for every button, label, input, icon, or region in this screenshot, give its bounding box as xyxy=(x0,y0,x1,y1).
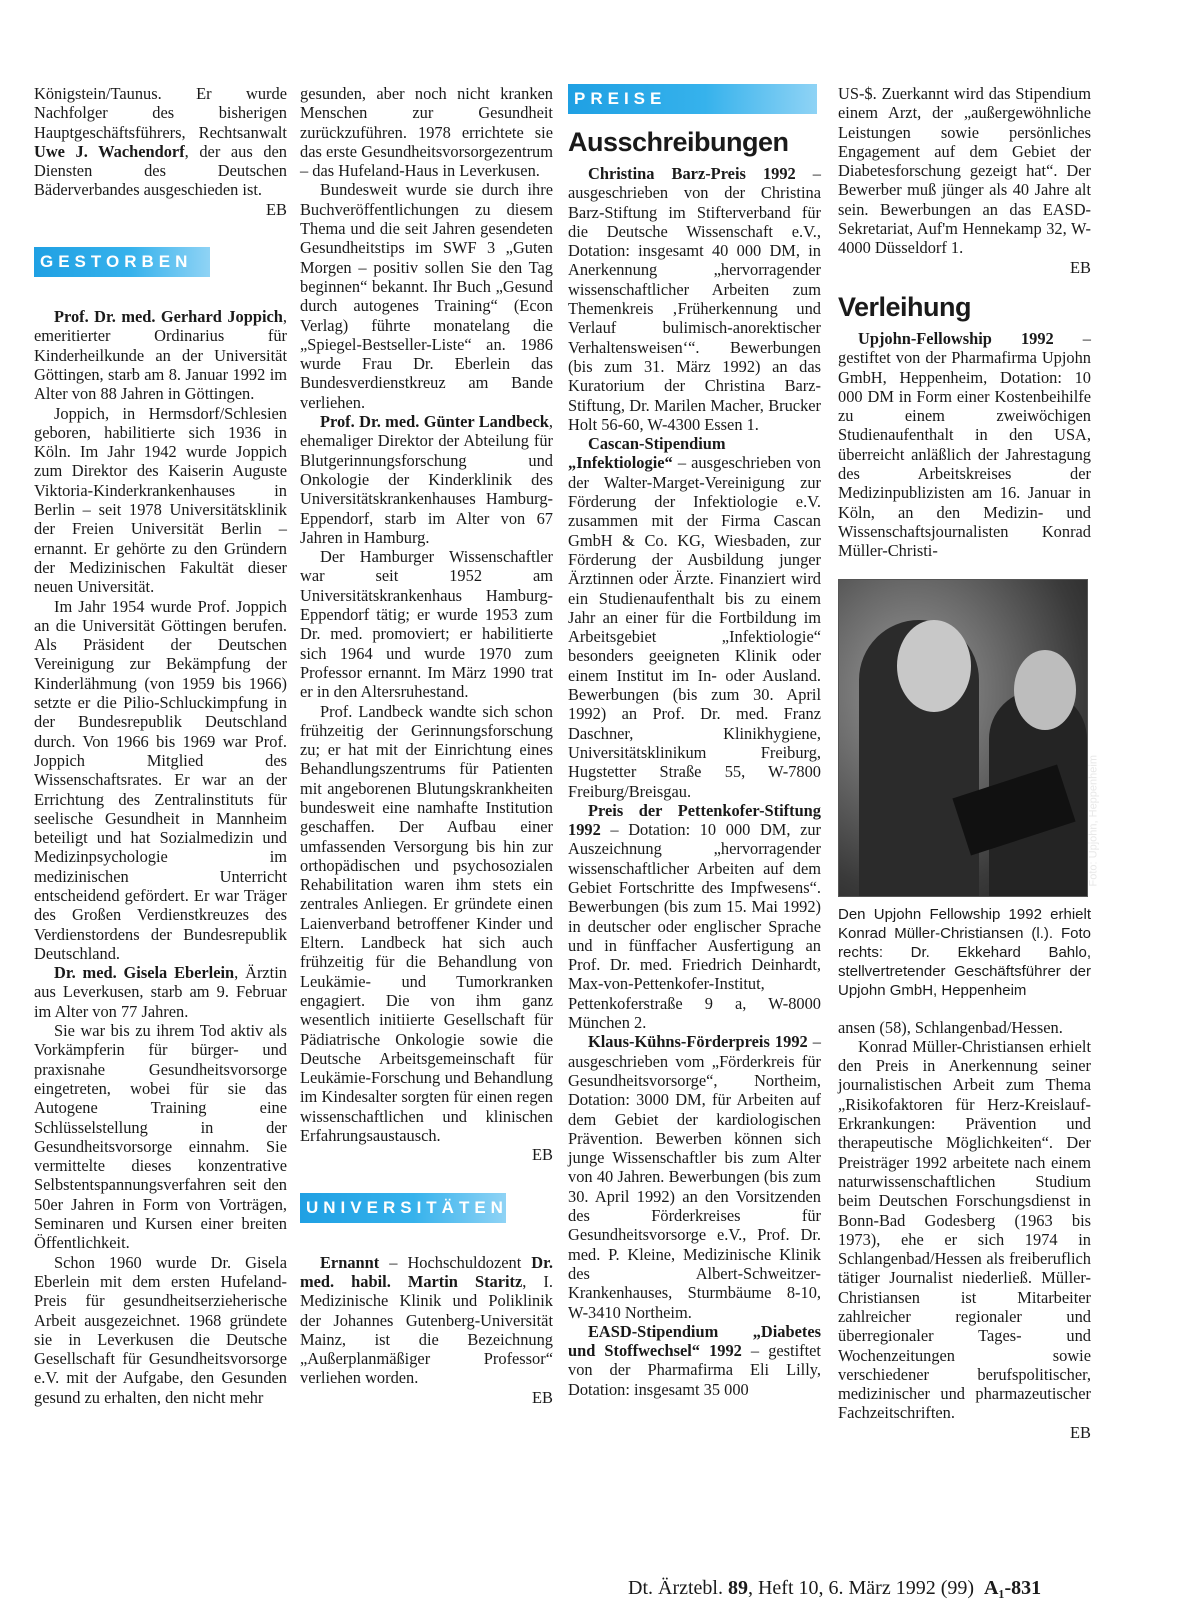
signature: EB xyxy=(532,1145,553,1165)
text: , Ärztin aus Leverkusen, starb am 9. Februar im Alter von 77 Jahren. xyxy=(34,963,287,1021)
page-number: A₁-831 xyxy=(984,1577,1042,1599)
page-footer xyxy=(628,1577,1041,1600)
text: – Dotation: 10 000 DM, zur Auszeichnung „hervorragender wissenschaftlicher Arbeiten auf dem Gebiet Fortschritte des Impfwesens“. Bewerbungen (bis zum 15. Mai 1992) in deutscher oder englischer Sprache und in fünffacher Ausfertigung an Prof. Dr. med. Friedrich Deinhardt, Max-von-Pettenkofer-Institut, Pettenkoferstraße 9 a, W-8000 München 2. xyxy=(568,820,821,1033)
section-banner-preise: PREISE xyxy=(568,84,817,114)
label: Ernannt xyxy=(320,1252,380,1272)
text: US-$. Zuerkannt wird das Stipendium einem Arzt, der „außergewöhnliche Leistungen sowie persönliches Engagement auf dem Gebiet der Diabetesforschung gezeigt hat“. Der Bewerber muß jünger als 40 Jahre alt sein. Bewerbungen an das EASD-Sekretariat, Auf'm Hennekamp 32, W-4000 Düsseldorf 1. xyxy=(838,84,1091,258)
text: , ehemaliger Direktor der Abteilung für Blutgerinnungsforschung und Onkologie der Kinderklinik des Universitätskrankenhauses Hamburg-Eppendorf, starb im Alter von 67 Jahren in Hamburg. xyxy=(300,412,553,547)
journal-name: Dt. Ärztebl. xyxy=(628,1577,728,1599)
paragraph: Der Hamburger Wissenschaftler war seit 1952 am Universitätskrankenhaus Hamburg-Eppendorf tätig; er wurde 1953 zum Dr. med. promoviert; er habilitierte sich 1964 und wurde 1970 zum Professor ernannt. Im März 1990 trat er in den Altersruhestand. xyxy=(300,547,553,702)
prize-name: EASD-Stipendium „Diabetes und Stoffwechsel“ 1992 xyxy=(568,1321,821,1361)
text: – gestiftet von der Pharmafirma Upjohn GmbH, Heppenheim, Dotation: 10 000 DM in Form einer Kostenbeihilfe zu einem zweiwöchigen Studienaufenthalt in den USA, überreicht anläßlich der Jahrestagung des Arbeitskreises der Medizinpublizisten am 16. Januar in Köln, an den Medizin- und Wissenschaftsjournalisten Konrad Müller-Christi- xyxy=(838,328,1091,561)
signature: EB xyxy=(1070,1422,1091,1442)
paragraph: Sie war bis zu ihrem Tod aktiv als Vorkämpferin für bürger- und praxisnahe Gesundheitsvorsorge eingetreten, wobei für sie das Autogene Training eine Schlüsselstellung in der Gesundheitsvorsorge einnahm. Sie vermittelte dieses konzentrative Selbstentspannungsverfahren seit den 50er Jahren in Form von Vorträgen, Seminaren und Kursen einer breiten Öffentlichkeit. xyxy=(34,1021,287,1253)
paragraph: Im Jahr 1954 wurde Prof. Joppich an die Universität Göttingen berufen. Als Präsident der Deutschen Vereinigung zur Bekämpfung der Kinderlähmung (von 1959 bis 1966) setzte er die Pilio-Schluckimpfung in der Bundesrepublik Deutschland durch. Von 1966 bis 1969 war Prof. Joppich Mitglied des Wissenschaftsrates. Er war an der Errichtung des Zentralinstituts für seelische Gesundheit in Mannheim beteiligt und hat Sozialmedizin und Medizinpsychologie im medizinischen Unterricht entscheidend gefördert. Er war Träger des Großen Verdienstkreuzes des Verdienstordens der Bundesrepublik Deutschland. xyxy=(34,596,287,963)
paragraph: Bundesweit wurde sie durch ihre Buchveröffentlichungen zu diesem Thema und die seit Jahren gesendeten Gesundheitstips im SWF 3 „Guten Morgen – positiv sollen Sie den Tag beginnen“ bekannt. Ihr Buch „Gesund durch autogenes Training“ (Econ Verlag) führte monatelang die „Spiegel-Bestseller-Liste“ an. 1986 wurde Frau Dr. Eberlein das Bundesverdienstkreuz am Bande verliehen. xyxy=(300,180,553,412)
prize-name: Upjohn-Fellowship 1992 xyxy=(858,328,1054,348)
paragraph: Schon 1960 wurde Dr. Gisela Eberlein mit dem ersten Hufeland-Preis für gesundheitserzieherische Arbeit ausgezeichnet. 1968 gründete sie in Leverkusen die Deutsche Gesellschaft für Gesundheitsvorsorge e.V. mit der Aufgabe, den Gesunden gesund zu erhalten, den nicht mehr xyxy=(34,1252,287,1407)
appointment-staritz xyxy=(300,1253,553,1407)
photo-caption: Den Upjohn Fellowship 1992 erhielt Konrad Müller-Christiansen (l.). Foto rechts: Dr. Ekkehard Bahlo, stellvertretender Geschäftsführer der Upjohn GmbH, Heppenheim xyxy=(838,905,1091,999)
signature: EB xyxy=(266,199,287,219)
prize-name: Cascan-Stipendium „Infektiologie“ xyxy=(568,434,726,473)
article-wachendorf xyxy=(34,84,287,219)
prize-kuehns xyxy=(568,1032,821,1321)
prize-name: Christina Barz-Preis 1992 xyxy=(588,164,796,183)
heading-verleihung: Verleihung xyxy=(838,291,972,322)
text: – Hochschuldozent xyxy=(379,1252,532,1272)
prize-name: Preis der Pettenkofer-Stiftung 1992 xyxy=(568,800,821,840)
text: – gestiftet von der Pharmafirma Eli Lilly, Dotation: insgesamt 35 000 xyxy=(568,1341,821,1399)
paragraph xyxy=(838,1037,1091,1442)
person-name: Uwe J. Wachendorf xyxy=(34,141,185,161)
award-photo xyxy=(838,579,1099,897)
text: – ausgeschrieben von der Walter-Marget-Vereinigung zur Förderung der Infektiologie e.V. zusammen mit der Firma Cascan GmbH & Co. KG, Wiesbaden, zur Förderung der Ausbildung junger Ärztinnen oder Ärzte. Finanziert wird ein Studienaufenthalt bis zu einem Jahr an einer für die Fortbildung im Arbeitsgebiet „Infektiologie“ besonders geeigneten Klinik oder einem Institut im In- oder Ausland. Bewerbungen (bis zum 30. April 1992) an Prof. Dr. med. Franz Daschner, Klinikhygiene, Universitätsklinikum Freiburg, Hugstetter Straße 55, W-7800 Freiburg/Breisgau. xyxy=(568,453,821,801)
heading-ausschreibungen: Ausschreibungen xyxy=(568,127,789,157)
paragraph: ansen (58), Schlangenbad/Hessen. xyxy=(838,1017,1063,1037)
issue: , Heft 10, 6. März 1992 (99) xyxy=(747,1577,975,1599)
person-name: Prof. Dr. med. Gerhard Joppich xyxy=(54,307,283,327)
text: Prof. Landbeck wandte sich schon frühzeitig der Gerinnungsforschung zu; er hat mit der Einrichtung eines Behandlungszentrums für Patienten mit angeborenen Blutungskrankheiten bundesweit eine namhafte Institution geschaffen. Der Aufbau einer umfassenden Versorgung bis hin zur orthopädischen und psychosozialen Rehabilitation waren ihm stets ein zentrales Anliegen. Er gründete einen Laienverband betroffener Kinder und Eltern. Landbeck hat sich auch frühzeitig für die Behandlung von Leukämie- und Tumorkranken engagiert. Die von ihm ganz wesentlich initiierte Gesellschaft für Pädiatrische Onkologie sowie die Deutsche Arbeitsgemeinschaft für Leukämie-Forschung und Behandlung im Kindesalter sorgten für einen regen wissenschaftlichen und klinischen Erfahrungsaustausch. xyxy=(300,701,553,1146)
text: – ausgeschrieben vom „Förderkreis für Gesundheitsvorsorge“, Northeim, Dotation: 3000 DM, für Arbeiten auf dem Gebiet der kardiologischen Prävention. Bewerben können sich junge Wissenschaftler bis zum Alter von 40 Jahren. Bewerbungen (bis zum 30. April 1992) an den Vorsitzenden des Förderkreises für Gesundheitsvorsorge e.V., Prof. Dr. med. P. Kleine, Medizinische Klinik des Albert-Schweitzer-Krankenhauses, Sturmbäume 8-10, W-3410 Northeim. xyxy=(568,1032,822,1322)
paragraph xyxy=(838,84,1091,277)
text: Konrad Müller-Christiansen erhielt den Preis in Anerkennung seiner journalistischen Arbeit zum Thema „Risikofaktoren für Herz-Kreislauf-Erkrankungen: Prävention und therapeutische Möglichkeiten“. Der Preisträger 1992 arbeitete nach einem naturwissenschaftlichen Studium beim Deutschen Forschungsdienst in Bonn-Bad Godesberg (1963 bis 1973), ehe er sich 1974 in Schlangenbad/Hessen als freiberuflich tätiger Journalist niederließ. Müller-Christiansen ist Mitarbeiter zahlreicher regionaler und überregionaler Tages- und Wochenzeitungen sowie verschiedener berufspolitischer, medizinischer und pharmazeutischer Fachzeitschriften. xyxy=(838,1036,1091,1423)
text: , I. Medizinische Klinik und Poliklinik der Johannes Gutenberg-Universität Mainz, ist die Bezeichnung „Außerplanmäßiger Professor“ verliehen worden. xyxy=(300,1271,553,1388)
obituary-joppich xyxy=(34,307,287,403)
column-3 xyxy=(568,84,821,1399)
prize-pettenkofer xyxy=(568,801,821,1033)
text: Königstein/Taunus. Er wurde Nachfolger des bisherigen Hauptgeschäftsführers, Rechtsanwalt xyxy=(34,84,287,142)
paragraph: gesunden, aber noch nicht kranken Menschen zur Gesundheit zurückzuführen. 1978 errichtete sie das erste Gesundheitsvorsorgezentrum – das Hufeland-Haus in Leverkusen. xyxy=(300,84,553,181)
text: , emeritierter Ordinarius für Kinderheilkunde an der Universität Göttingen, starb am 8. Januar 1992 im Alter von 88 Jahren in Göttingen. xyxy=(34,307,287,404)
person-name: Prof. Dr. med. Günter Landbeck xyxy=(320,412,549,432)
obituary-landbeck xyxy=(300,412,553,547)
photo-face-left xyxy=(897,620,971,712)
volume: 89 xyxy=(727,1577,748,1599)
person-name: Dr. med. Gisela Eberlein xyxy=(54,963,235,983)
column-1 xyxy=(34,84,287,1407)
column-4 xyxy=(838,84,1099,1442)
obituary-eberlein xyxy=(34,963,287,1021)
prize-name: Klaus-Kühns-Förderpreis 1992 xyxy=(588,1032,808,1052)
column-2 xyxy=(300,84,553,1407)
paragraph xyxy=(300,702,553,1165)
paragraph: Joppich, in Hermsdorf/Schlesien geboren, habilitierte sich 1936 in Köln. Im Jahr 1942 wurde Joppich zum Direktor des Kaiserin Auguste Viktoria-Kinderkrankenhauses in Berlin – seit 1978 Universitätsklinik der Freien Universität Berlin – ernannt. Er gehörte zu den Gründern der Medizinischen Fakultät dieser neuen Universität. xyxy=(34,403,287,597)
photo-credit: Foto: Upjohn, Heppenheim xyxy=(1087,754,1099,886)
signature: EB xyxy=(1070,257,1091,277)
award-upjohn xyxy=(838,329,1091,561)
section-banner-universitaeten: UNIVERSITÄTEN xyxy=(300,1193,506,1223)
prize-easd xyxy=(568,1322,821,1399)
person-name: Dr. med. habil. Martin Staritz xyxy=(300,1252,553,1291)
prize-barz xyxy=(568,164,821,434)
text: – ausgeschrieben von der Christina Barz-Stiftung im Stifterverband für die Deutsche Wissenschaft e.V., Dotation: insgesamt 40 000 DM, in Anerkennung „hervorragender wissenschaftlicher Arbeiten zum Themenkreis ‚Früherkennung und Verlauf bulimisch-anorektischer Verhaltensweisen‘“. Bewerbungen (bis zum 31. März 1992) an das Kuratorium der Christina Barz-Stiftung, Dr. Marilen Macher, Brucker Holt 56-60, W-4300 Essen 1. xyxy=(568,164,821,434)
prize-cascan xyxy=(568,434,821,801)
section-banner-gestorben: GESTORBEN xyxy=(34,247,210,277)
photo-face-right xyxy=(1014,650,1076,730)
signature: EB xyxy=(532,1387,553,1407)
text: , der aus den Diensten des Deutschen Bäderverbandes ausgeschieden ist. xyxy=(34,141,287,200)
